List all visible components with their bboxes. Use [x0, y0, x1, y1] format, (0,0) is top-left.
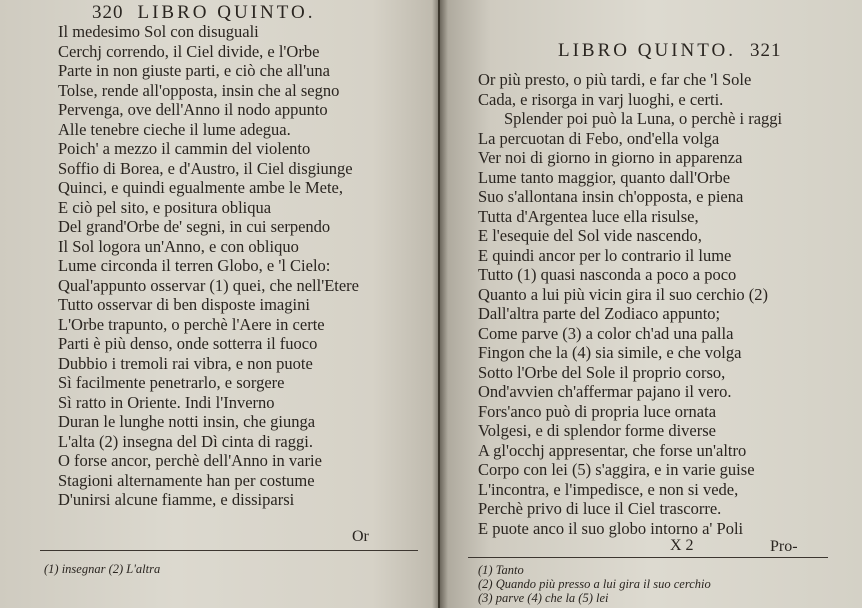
left-page-number: 320: [92, 2, 124, 23]
text-line: Ond'avvien ch'affermar pajano il vero.: [478, 382, 732, 401]
text-line: Alle tenebre cieche il lume adegua.: [58, 119, 291, 139]
text-line: Del grand'Orbe de' segni, in cui serpendo: [58, 217, 331, 236]
left-footnotes: [44, 562, 160, 576]
text-line: Lume circonda il terren Globo, e 'l Cielo:: [58, 256, 331, 275]
text-line: O forse ancor, perchè dell'Anno in varie: [58, 451, 322, 470]
text-line: Or più presto, o più tardi, e far che 'l Sole: [478, 70, 752, 89]
text-line: Duran le lunghe notti insin, che giunga: [58, 412, 316, 431]
left-running-head: [92, 2, 315, 24]
book-gutter: [432, 0, 448, 608]
right-running-head: [558, 40, 781, 62]
text-line: Sì facilmente penetrarlo, e sorgere: [58, 373, 285, 392]
right-text-block: [478, 70, 782, 538]
text-line: Fingon che la (4) sia simile, e che volga: [478, 343, 742, 362]
text-line: Fors'anco può di propria luce ornata: [478, 401, 717, 421]
text-line: Soffio di Borea, e d'Austro, il Ciel disgiunge: [58, 158, 353, 178]
text-line: Cada, e risorga in varj luoghi, e certi.: [478, 89, 724, 109]
right-signature: X 2: [670, 537, 694, 554]
footnote-line: (1) insegnar (2) L'altra: [44, 562, 161, 576]
text-line: Tutta d'Argentea luce ella risulse,: [478, 206, 699, 226]
text-line: Quinci, e quindi egualmente ambe le Mete,: [58, 178, 343, 197]
text-line: Cerchj correndo, il Ciel divide, e l'Orbe: [58, 41, 320, 61]
text-line: Il Sol logora un'Anno, e con obliquo: [58, 236, 299, 256]
text-line: Come parve (3) a color ch'ad una palla: [478, 323, 734, 343]
text-line: Qual'appunto osservar (1) quei, che nell'Etere: [58, 275, 359, 295]
text-line: Stagioni alternamente han per costume: [58, 470, 315, 490]
text-line: E puote anco il suo globo intorno a' Poli: [478, 518, 744, 538]
text-line: L'incontra, e l'impedisce, e non si vede,: [478, 479, 739, 499]
text-line: L'alta (2) insegna del Dì cinta di raggi.: [58, 431, 313, 451]
right-head-title: LIBRO QUINTO.: [558, 40, 736, 61]
text-line: Corpo con lei (5) s'aggira, e in varie guise: [478, 460, 755, 479]
text-line: E quindi ancor per lo contrario il lume: [478, 245, 732, 265]
text-line: Ver noi di giorno in giorno in apparenza: [478, 148, 743, 167]
text-line: D'unirsi alcune fiamme, e dissiparsi: [58, 490, 295, 509]
text-line: Tutto (1) quasi nasconda a poco a poco: [478, 265, 737, 284]
text-line: Il medesimo Sol con disuguali: [58, 22, 259, 41]
text-line: E ciò pel sito, e positura obliqua: [58, 197, 272, 217]
footnote-line: (1) Tanto: [478, 563, 524, 577]
text-line: A gl'occhj appresentar, che forse un'altro: [478, 440, 747, 460]
text-line: Dall'altra parte del Zodiaco appunto;: [478, 304, 721, 323]
left-text-block: [58, 22, 359, 510]
text-line: Sì ratto in Oriente. Indi l'Inverno: [58, 392, 275, 412]
text-line: Splender poi può la Luna, o perchè i raggi: [504, 109, 783, 128]
footnote-line: (2) Quando più presso a lui gira il suo cerchio: [478, 577, 711, 591]
text-line: Parti è più denso, onde sotterra il fuoco: [58, 334, 318, 353]
left-head-title: LIBRO QUINTO.: [137, 2, 316, 23]
text-line: E l'esequie del Sol vide nascendo,: [478, 226, 702, 245]
text-line: Perchè privo di luce il Ciel trascorre.: [478, 499, 722, 518]
text-line: Parte in non giuste parti, e ciò che all'una: [58, 61, 330, 80]
text-line: La percuotan di Febo, ond'ella volga: [478, 128, 720, 148]
text-line: Tolse, rende all'opposta, insin che al segno: [58, 80, 340, 100]
text-line: L'Orbe trapunto, o perchè l'Aere in certe: [58, 314, 325, 334]
right-page-number: 321: [749, 40, 782, 61]
text-line: Lume tanto maggior, quanto dall'Orbe: [478, 167, 731, 187]
text-line: Quanto a lui più vicin gira il suo cerchio (2): [478, 284, 769, 304]
text-line: Dubbio i tremoli rai vibra, e non puote: [58, 353, 313, 373]
right-footnotes: [478, 563, 711, 605]
text-line: Sotto l'Orbe del Sole il proprio corso,: [478, 362, 726, 382]
text-line: Pervenga, ove dell'Anno il nodo appunto: [58, 100, 328, 119]
text-line: Poich' a mezzo il cammin del violento: [58, 139, 311, 158]
footnote-line: (3) parve (4) che la (5) lei: [478, 591, 609, 605]
right-footnote-rule: [468, 557, 828, 558]
text-line: Tutto osservar di ben disposte imagini: [58, 295, 310, 314]
text-line: Suo s'allontana insin ch'opposta, e piena: [478, 187, 744, 206]
left-catchword: Or: [352, 528, 369, 545]
right-page: [440, 0, 862, 608]
right-catchword: Pro-: [770, 538, 798, 555]
left-footnote-rule: [40, 550, 418, 551]
text-line: Volgesi, e di splendor forme diverse: [478, 421, 716, 440]
